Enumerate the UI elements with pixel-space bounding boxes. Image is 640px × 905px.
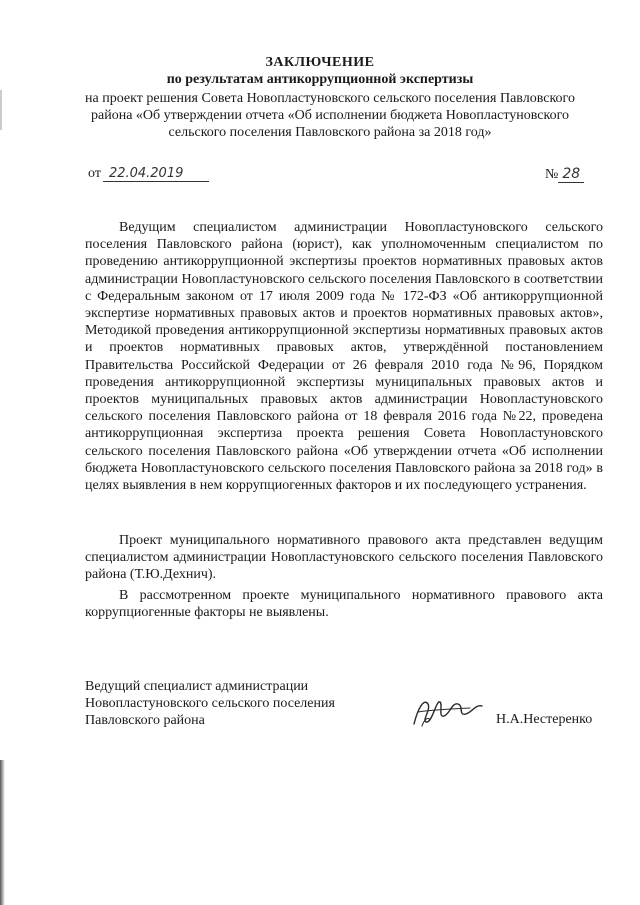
scan-edge-mark (0, 90, 2, 130)
document-subtitle: по результатам антикоррупционной экспертизы (166, 72, 474, 87)
position-line-1: Ведущий специалист администрации (85, 679, 309, 694)
date-handwritten: 22.04.2019 (103, 166, 209, 182)
date-label: от (88, 166, 101, 181)
position-line-2: Новопластуновского сельского поселения (85, 696, 335, 711)
document-subject: на проект решения Совета Новопластуновского сельского поселения Павловского района «Об утверждении отчета «Об исполнении бюджета Новопластуновского сельского поселения Павловского района за 2018 год» (85, 91, 575, 140)
body-paragraph-3 (85, 587, 603, 621)
scan-edge-shadow (0, 760, 5, 905)
signatory-position (85, 678, 335, 729)
handwritten-signature-icon (408, 690, 488, 732)
date-line (88, 166, 209, 182)
paragraph-text: В рассмотренном проекте муниципального нормативного правового акта коррупциогенные факторы не выявлены. (85, 588, 603, 621)
number-handwritten: 28 (558, 166, 584, 183)
number-label: № (545, 167, 559, 182)
document-title: ЗАКЛЮЧЕНИЕ (265, 55, 375, 70)
position-line-3: Павловского района (85, 713, 205, 728)
body-paragraph-1 (85, 219, 603, 494)
paragraph-text: Проект муниципального нормативного правового акта представлен ведущим специалистом администрации Новопластуновского сельского поселения Павловского района (Т.Ю.Дехнич). (85, 533, 603, 583)
signatory-name: Н.А.Нестеренко (496, 712, 593, 727)
number-line (545, 166, 584, 183)
paragraph-text: Ведущим специалистом администрации Новопластуновского сельского поселения Павловского района (юрист), как уполномоченным специалистом по проведению антикоррупционной экспертизы проектов нормативных правовых актов администрации Новопластуновского сельского поселения Павловского в соответствии с Федеральным законом от 17 июля 2009 года № 172-ФЗ «Об антикоррупционной экспертизе нормативных правовых актов и проектов нормативных правовых актов», Методикой проведения антикоррупционной экспертизы нормативных правовых актов и проектов нормативных правовых актов, утверждённой постановлением Правительства Российской Федерации от 26 февраля 2010 года №96, Порядком проведения антикоррупционной экспертизы муниципальных правовых актов и проектов муниципальных правовых актов администрации Новопластуновского сельского поселения Павловского района от 18 февраля 2016 года №22, проведена антикоррупционная экспертиза проекта решения Совета Новопластуновского сельского поселения Павловского района «Об утверждении отчета «Об исполнении бюджета Новопластуновского сельского поселения Павловского района за 2018 год» в целях выявления в нем коррупциогенных факторов и их последующего устранения. (85, 220, 603, 494)
body-paragraph-2 (85, 532, 603, 584)
